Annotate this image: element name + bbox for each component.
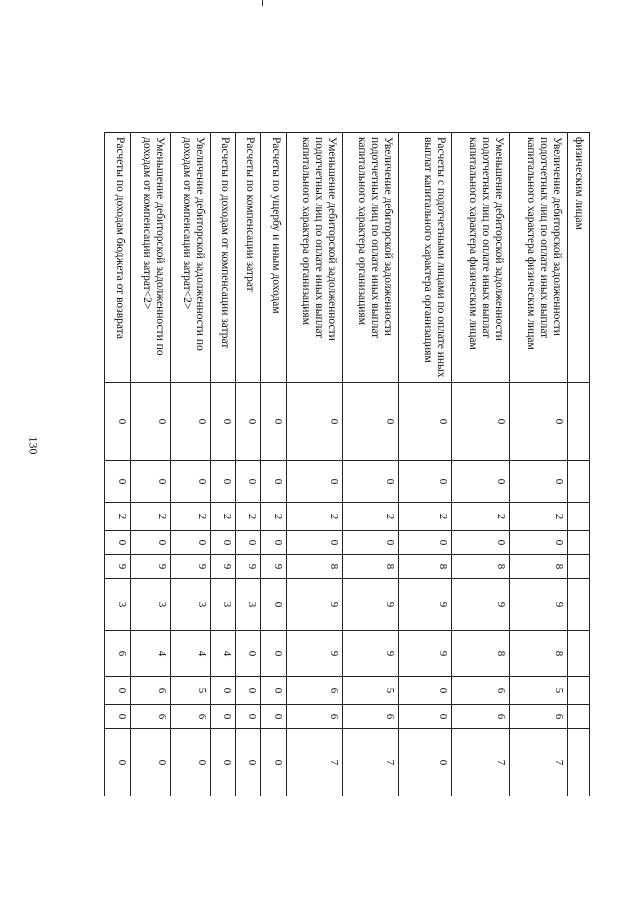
code-cell: 0 [131, 383, 171, 461]
code-cell: 0 [105, 383, 131, 461]
code-cell: 0 [261, 461, 287, 503]
code-cell: 9 [236, 555, 261, 579]
code-cell: 0 [211, 729, 236, 797]
code-cell: 2 [452, 503, 510, 531]
code-cell: 7 [343, 729, 399, 797]
code-cell: 0 [261, 383, 287, 461]
row-label: Расчеты по ущербу и иным доходам [261, 133, 287, 383]
code-cell: 0 [261, 729, 287, 797]
code-cell: 2 [399, 503, 452, 531]
code-cell: 0 [131, 531, 171, 555]
code-cell: 6 [452, 705, 510, 729]
code-cell: 0 [452, 383, 510, 461]
code-cell: 8 [287, 555, 343, 579]
table-row [105, 133, 131, 797]
code-cell: 0 [261, 631, 287, 677]
code-cell: 0 [171, 729, 211, 797]
code-cell: 3 [131, 579, 171, 631]
code-cell: 0 [343, 531, 399, 555]
row-label: Расчеты по компенсации затрат [236, 133, 261, 383]
code-cell: 0 [236, 631, 261, 677]
code-cell [568, 729, 590, 797]
code-cell: 2 [343, 503, 399, 531]
table-row [236, 133, 261, 797]
code-cell: 0 [510, 383, 568, 461]
code-cell: 0 [399, 677, 452, 705]
accounts-table [104, 132, 590, 796]
rotated-table-wrapper [85, 132, 590, 796]
code-cell: 3 [211, 579, 236, 631]
table-row [211, 133, 236, 797]
code-cell: 0 [171, 461, 211, 503]
code-cell: 2 [261, 503, 287, 531]
code-cell: 8 [452, 631, 510, 677]
code-cell: 2 [211, 503, 236, 531]
table-row [171, 133, 211, 797]
page-number: 130 [26, 436, 41, 455]
row-label: Уменьшение дебиторской задолженности по доходам от компенсации затрат<2> [131, 133, 171, 383]
table-row [452, 133, 510, 797]
code-cell: 7 [287, 729, 343, 797]
code-cell: 9 [343, 579, 399, 631]
code-cell: 0 [105, 461, 131, 503]
code-cell: 5 [171, 677, 211, 705]
code-cell [568, 531, 590, 555]
table-row [343, 133, 399, 797]
code-cell: 8 [399, 555, 452, 579]
row-label: физическим лицам [568, 133, 590, 383]
code-cell: 4 [211, 631, 236, 677]
code-cell: 0 [287, 531, 343, 555]
code-cell: 0 [236, 677, 261, 705]
code-cell [568, 383, 590, 461]
code-cell: 0 [399, 729, 452, 797]
code-cell: 0 [399, 461, 452, 503]
code-cell [568, 555, 590, 579]
code-cell: 0 [343, 461, 399, 503]
code-cell: 2 [131, 503, 171, 531]
code-cell: 0 [452, 531, 510, 555]
code-cell [568, 631, 590, 677]
code-cell: 6 [452, 677, 510, 705]
row-label: Расчеты с подотчетными лицами по оплате иных выплат капитального характера организациям [399, 133, 452, 383]
code-cell: 6 [131, 677, 171, 705]
code-cell: 5 [343, 677, 399, 705]
table-row [568, 133, 590, 797]
code-cell [568, 461, 590, 503]
code-cell: 0 [261, 705, 287, 729]
code-cell: 0 [131, 729, 171, 797]
code-cell: 0 [510, 531, 568, 555]
code-cell: 4 [131, 631, 171, 677]
code-cell: 3 [171, 579, 211, 631]
code-cell: 5 [510, 677, 568, 705]
code-cell [568, 579, 590, 631]
code-cell: 9 [399, 579, 452, 631]
code-cell: 8 [343, 555, 399, 579]
code-cell: 0 [211, 677, 236, 705]
row-label: Уменьшение дебиторской задолженности подотчетных лиц по оплате иных выплат капитального характера организациям [287, 133, 343, 383]
code-cell: 9 [510, 579, 568, 631]
code-cell: 3 [105, 579, 131, 631]
code-cell: 6 [171, 705, 211, 729]
code-cell: 6 [343, 705, 399, 729]
code-cell: 7 [452, 729, 510, 797]
table-row [131, 133, 171, 797]
code-cell: 0 [105, 531, 131, 555]
code-cell: 0 [261, 677, 287, 705]
table-row [510, 133, 568, 797]
code-cell: 6 [131, 705, 171, 729]
row-label: Увеличение дебиторской задолженности подотчетных лиц по оплате иных выплат капитального характера физическим лицам [510, 133, 568, 383]
code-cell: 0 [236, 531, 261, 555]
code-cell: 0 [211, 705, 236, 729]
code-cell: 0 [261, 531, 287, 555]
code-cell: 6 [287, 677, 343, 705]
code-cell: 0 [261, 579, 287, 631]
table-row [287, 133, 343, 797]
code-cell: 9 [399, 631, 452, 677]
code-cell: 9 [287, 579, 343, 631]
row-label: Расчеты по доходам от компенсации затрат [211, 133, 236, 383]
code-cell: 6 [510, 705, 568, 729]
table-row [261, 133, 287, 797]
code-cell: 0 [171, 383, 211, 461]
code-cell: 8 [510, 631, 568, 677]
code-cell: 0 [236, 383, 261, 461]
code-cell: 0 [236, 461, 261, 503]
code-cell: 0 [105, 705, 131, 729]
code-cell: 0 [399, 705, 452, 729]
code-cell: 0 [287, 461, 343, 503]
code-cell: 9 [261, 555, 287, 579]
code-cell: 7 [510, 729, 568, 797]
code-cell: 0 [171, 531, 211, 555]
code-cell: 0 [343, 383, 399, 461]
code-cell: 0 [211, 461, 236, 503]
code-cell: 0 [287, 383, 343, 461]
code-cell [568, 677, 590, 705]
code-cell: 6 [105, 631, 131, 677]
code-cell: 3 [236, 579, 261, 631]
code-cell: 2 [287, 503, 343, 531]
code-cell: 0 [399, 531, 452, 555]
code-cell: 2 [510, 503, 568, 531]
code-cell: 9 [131, 555, 171, 579]
code-cell: 4 [171, 631, 211, 677]
code-cell: 0 [105, 677, 131, 705]
code-cell [568, 503, 590, 531]
code-cell: 0 [510, 461, 568, 503]
code-cell: 9 [171, 555, 211, 579]
code-cell: 9 [452, 579, 510, 631]
code-cell: 0 [236, 729, 261, 797]
row-label: Уменьшение дебиторской задолженности подотчетных лиц по оплате иных выплат капитального характера физическим лицам [452, 133, 510, 383]
code-cell: 2 [105, 503, 131, 531]
code-cell: 2 [236, 503, 261, 531]
row-label: Увеличение дебиторской задолженности по доходам от компенсации затрат<2> [171, 133, 211, 383]
code-cell: 0 [211, 383, 236, 461]
code-cell: 0 [211, 531, 236, 555]
code-cell: 9 [287, 631, 343, 677]
code-cell: 6 [287, 705, 343, 729]
code-cell: 9 [211, 555, 236, 579]
code-cell: 2 [171, 503, 211, 531]
table-row [399, 133, 452, 797]
code-cell: 0 [399, 383, 452, 461]
code-cell: 9 [105, 555, 131, 579]
code-cell: 0 [105, 729, 131, 797]
scan-edge-line [262, 0, 263, 6]
code-cell: 8 [452, 555, 510, 579]
row-label: Увеличение дебиторской задолженности подотчетных лиц по оплате иных выплат капитального характера организациям [343, 133, 399, 383]
code-cell: 0 [131, 461, 171, 503]
code-cell: 9 [343, 631, 399, 677]
code-cell: 8 [510, 555, 568, 579]
code-cell [568, 705, 590, 729]
code-cell: 0 [236, 705, 261, 729]
row-label: Расчеты по доходам бюджета от возврата [105, 133, 131, 383]
code-cell: 0 [452, 461, 510, 503]
